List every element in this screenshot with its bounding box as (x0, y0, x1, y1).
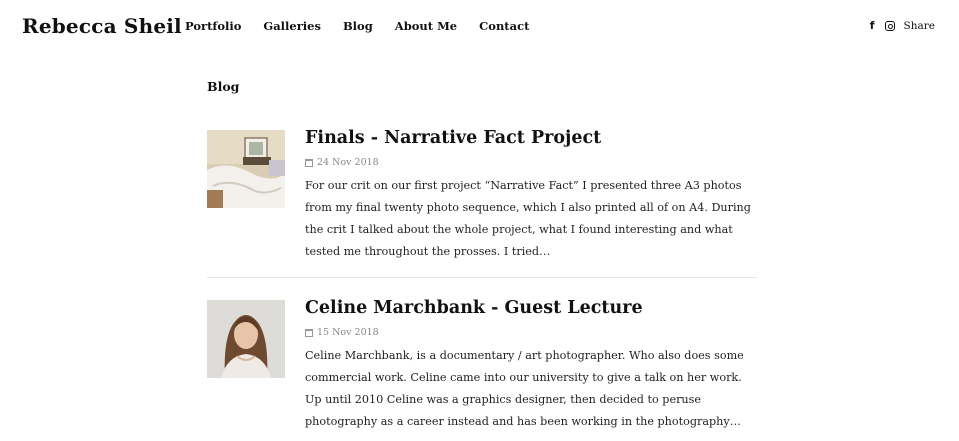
calendar-icon (305, 159, 313, 167)
nav-item-blog[interactable]: Blog (342, 19, 373, 33)
post-date-text: 15 Nov 2018 (317, 327, 379, 338)
post-title[interactable]: Celine Marchbank - Guest Lecture (305, 298, 643, 318)
blog-post (207, 298, 757, 441)
main-nav (185, 19, 551, 33)
post-thumbnail[interactable] (207, 130, 285, 208)
nav-item-portfolio[interactable]: Portfolio (185, 19, 242, 33)
post-title[interactable]: Finals - Narrative Fact Project (305, 128, 602, 148)
nav-item-galleries[interactable]: Galleries (263, 19, 321, 33)
post-date-text: 24 Nov 2018 (317, 157, 379, 168)
post-date (305, 157, 379, 168)
site-header (0, 0, 959, 54)
post-excerpt: Celine Marchbank, is a documentary / art photographer. Who also does some commercial work. Celine came into our university to give a talk on her work. Up until 2010 Celine was a graphics designer, then decided to peruse photography as a career instead and has been working in the photography… (305, 349, 744, 428)
social-links (870, 19, 935, 32)
page-title: Blog (207, 79, 240, 94)
blog-post (207, 128, 757, 278)
post-date (305, 327, 379, 338)
nav-item-contact[interactable]: Contact (479, 19, 530, 33)
nav-item-about-me[interactable]: About Me (394, 19, 458, 33)
post-excerpt: For our crit on our first project “Narrative Fact” I presented three A3 photos from my final twenty photo sequence, which I also printed all of on A4. During the crit I talked about the whole project, what I found interesting and what tested me throughout the prosses. I tried… (305, 179, 751, 258)
facebook-icon[interactable]: f (869, 19, 875, 32)
site-title[interactable]: Rebecca Sheil (22, 14, 182, 38)
calendar-icon (305, 329, 313, 337)
post-thumbnail[interactable] (207, 300, 285, 378)
share-link[interactable]: Share (903, 19, 935, 32)
instagram-icon[interactable] (885, 21, 895, 31)
